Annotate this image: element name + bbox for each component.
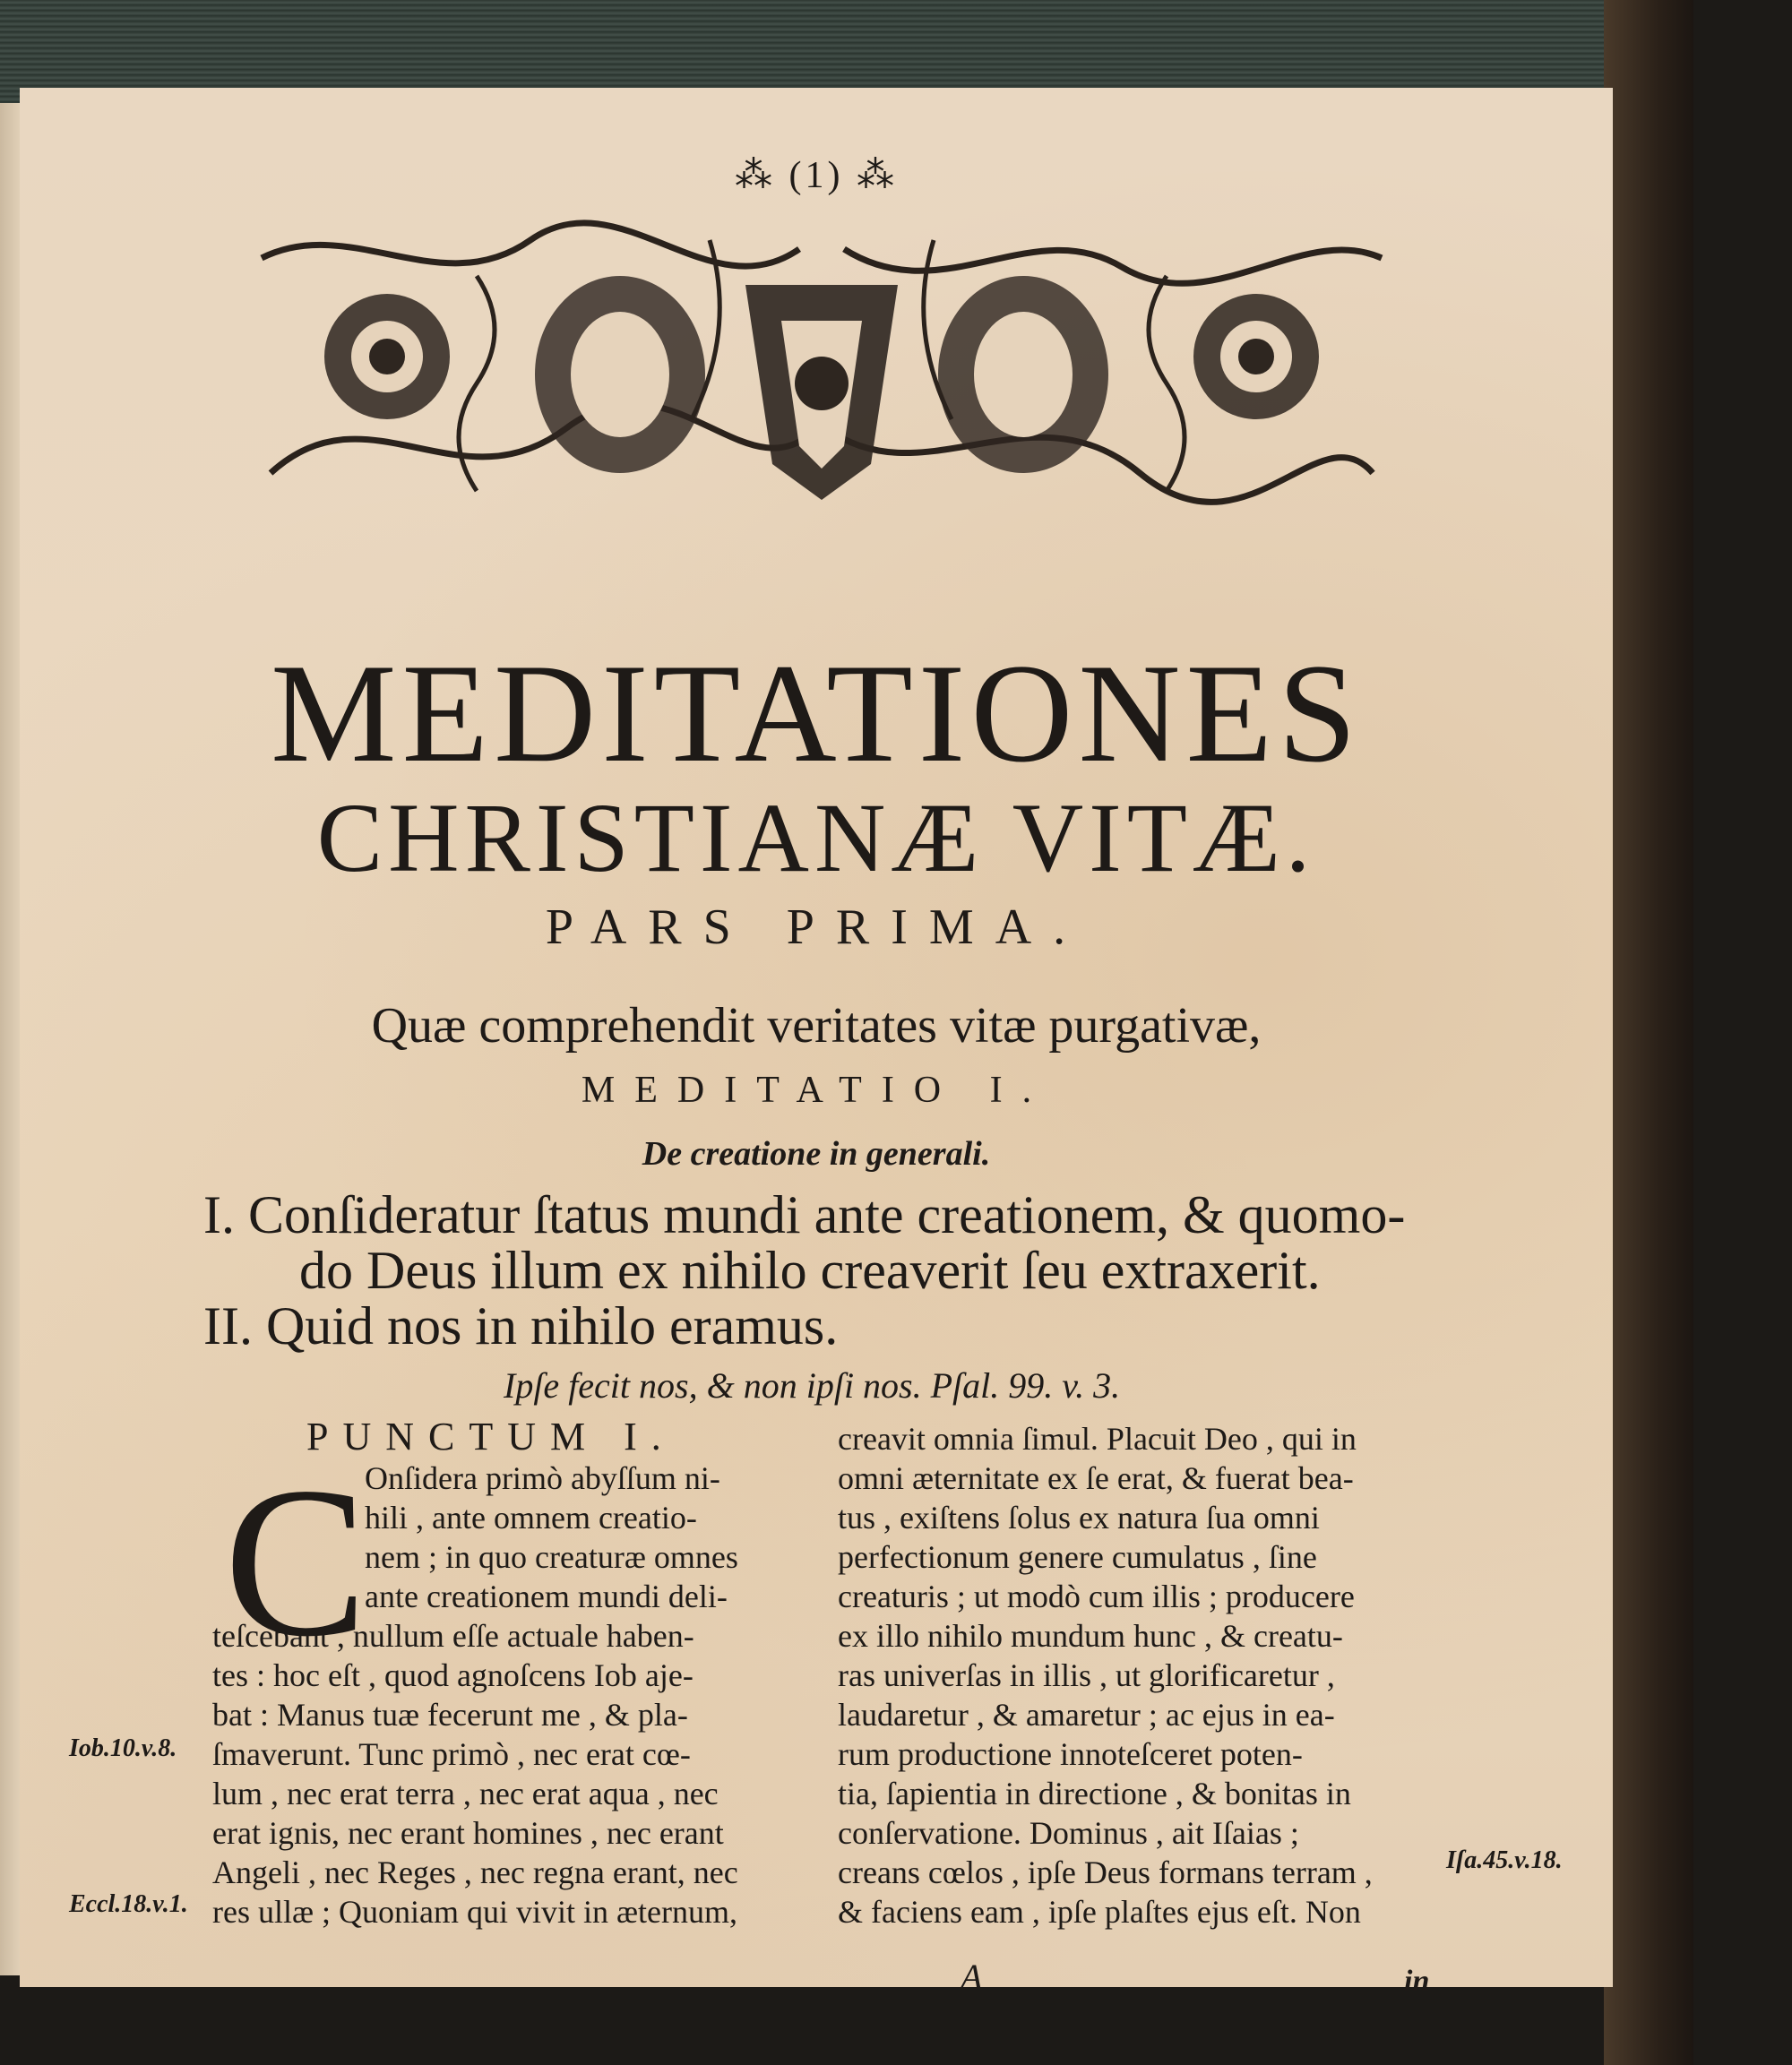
title-line-1: MEDITATIONES xyxy=(271,635,1362,792)
right-line: tia, ſapientia in directione , & bonitas in xyxy=(838,1776,1351,1811)
point-one-line-2: do Deus illum ex nihilo creaverit ſeu extraxerit. xyxy=(299,1241,1321,1300)
left-line: res ullæ ; Quoniam qui vivit in æternum, xyxy=(212,1894,737,1930)
catchword: in xyxy=(1404,1965,1430,1998)
right-line: ex illo nihilo mundum hunc , & creatu- xyxy=(838,1618,1343,1654)
margin-note-isaiah: Iſa.45.v.18. xyxy=(1446,1846,1563,1874)
right-line: creans cœlos , ipſe Deus formans terram , xyxy=(838,1854,1373,1890)
left-line: erat ignis, nec erant homines , nec erant xyxy=(212,1815,724,1851)
left-line: tes : hoc eſt , quod agnoſcens Iob aje- xyxy=(212,1657,694,1693)
meditation-heading: MEDITATIO I. xyxy=(581,1070,1052,1111)
right-line: omni æternitate ex ſe erat, & fuerat bea- xyxy=(838,1460,1354,1496)
right-line: & faciens eam , ipſe plaſtes ejus eſt. Non xyxy=(838,1894,1361,1930)
left-column-body xyxy=(212,1616,822,1932)
right-line: conſervatione. Dominus , ait Iſaias ; xyxy=(838,1815,1299,1851)
right-line: tus , exiſtens ſolus ex natura ſua omni xyxy=(838,1500,1320,1536)
right-line: perfectionum genere cumulatus , ſine xyxy=(838,1539,1317,1575)
woodcut-headpiece-ornament xyxy=(244,204,1400,522)
punctum-heading: PUNCTUM I. xyxy=(306,1415,676,1458)
book-page xyxy=(20,88,1613,1998)
right-line: creaturis ; ut modò cum illis ; producere xyxy=(838,1579,1355,1614)
left-line: ante creationem mundi deli- xyxy=(365,1579,728,1614)
left-line: Onſidera primò abyſſum ni- xyxy=(365,1460,720,1496)
right-line: creavit omnia ſimul. Placuit Deo , qui in xyxy=(838,1421,1357,1457)
signature-mark: A xyxy=(961,1957,983,1997)
book-cover-spine xyxy=(1604,0,1693,2065)
drop-capital: C xyxy=(224,1442,368,1681)
scripture-quote: Ipſe fecit nos, & non ipſi nos. Pſal. 99. v. 3. xyxy=(504,1365,1121,1406)
right-column xyxy=(838,1419,1456,1932)
margin-note-eccl: Eccl.18.v.1. xyxy=(69,1890,188,1918)
point-one-line-1: I. Conſideratur ſtatus mundi ante creationem, & quomo- xyxy=(203,1185,1406,1244)
subtitle: Quæ comprehendit veritates vitæ purgativæ, xyxy=(371,998,1262,1054)
page-number xyxy=(20,152,1613,197)
meditation-topic: De creatione in generali. xyxy=(642,1135,991,1173)
page-number-ornament-right: ⁂ xyxy=(843,155,898,196)
right-line: rum productione innoteſceret poten- xyxy=(838,1736,1303,1772)
part-heading: PARS PRIMA. xyxy=(545,899,1088,955)
left-line: ſmaverunt. Tunc primò , nec erat cœ- xyxy=(212,1736,691,1772)
left-line: teſcebant , nullum eſſe actuale haben- xyxy=(212,1618,694,1654)
margin-note-job: Iob.10.v.8. xyxy=(69,1734,177,1762)
title-line-2: CHRISTIANÆ VITÆ. xyxy=(316,783,1316,892)
page-number-ornament-left: ⁂ xyxy=(735,155,789,196)
page-number-text: (1) xyxy=(788,155,844,196)
left-line: nem ; in quo creaturæ omnes xyxy=(365,1539,738,1575)
right-line: ras univerſas in illis , ut glorificaretur , xyxy=(838,1657,1335,1693)
left-line: Angeli , nec Reges , nec regna erant, nec xyxy=(212,1854,738,1890)
point-two: II. Quid nos in nihilo eramus. xyxy=(203,1296,839,1355)
right-line: laudaretur , & amaretur ; ac ejus in ea- xyxy=(838,1697,1335,1733)
left-line: lum , nec erat terra , nec erat aqua , nec xyxy=(212,1776,719,1811)
left-line: hili , ante omnem creatio- xyxy=(365,1500,697,1536)
left-column-indented xyxy=(365,1458,822,1616)
left-line: bat : Manus tuæ fecerunt me , & pla- xyxy=(212,1697,688,1733)
